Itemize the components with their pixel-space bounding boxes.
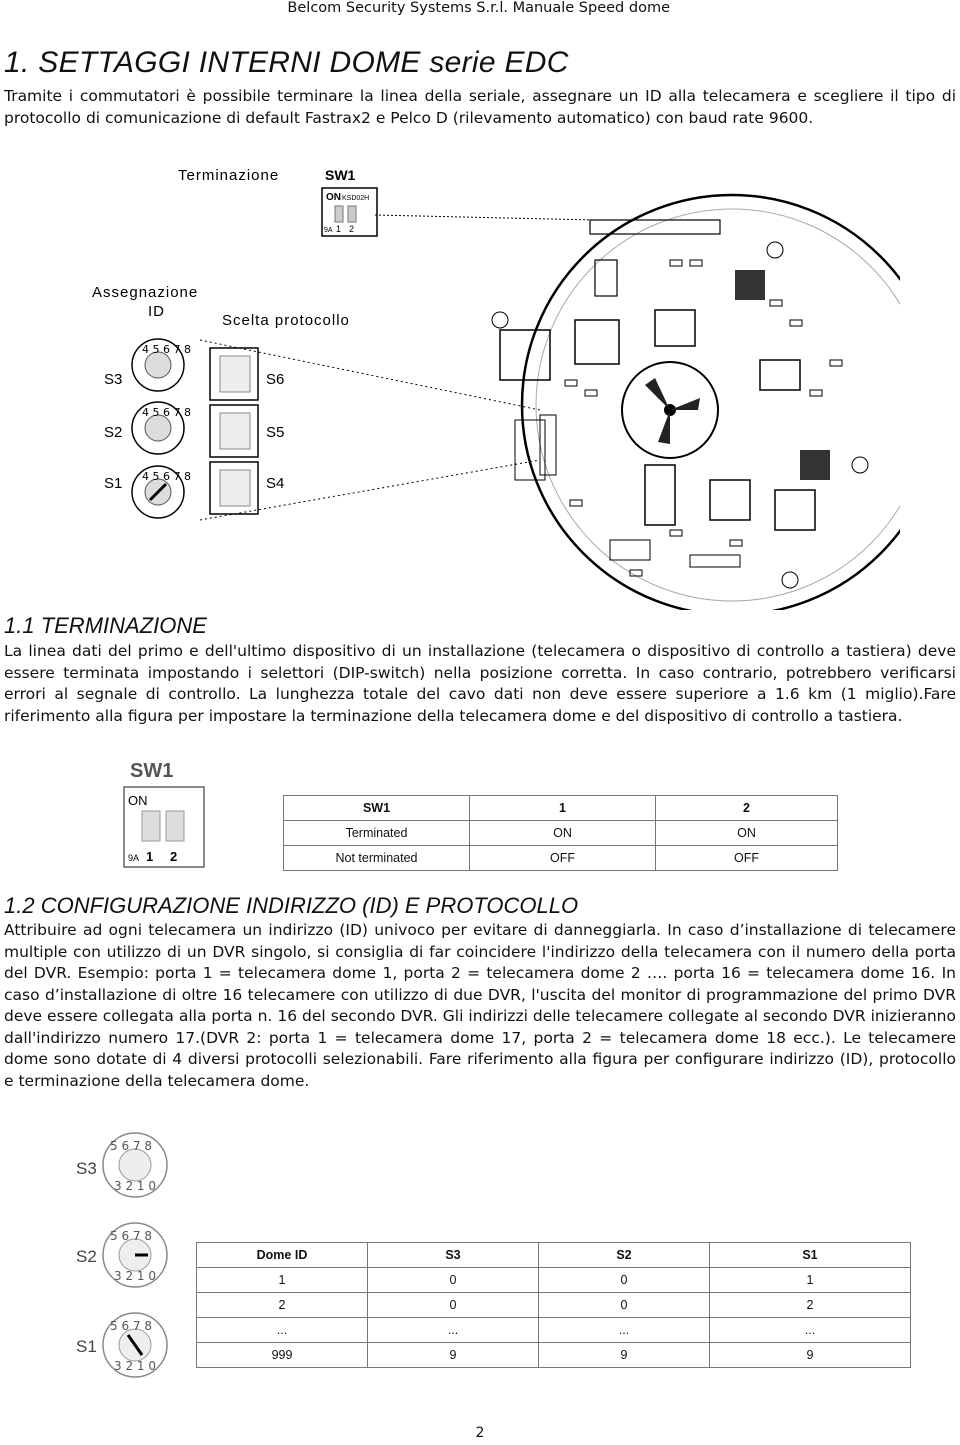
table-row: Terminated ON ON [284,821,838,846]
svg-text:1: 1 [146,849,154,864]
section-title-1-2: 1.2 CONFIGURAZIONE INDIRIZZO (ID) E PROTOCOLLO [4,893,579,918]
section-title-1-1: 1.1 TERMINAZIONE [4,613,207,638]
dip-s6 [210,348,258,400]
table-row: 2 0 0 2 [197,1293,911,1318]
svg-text:3 2 1 0: 3 2 1 0 [114,1359,156,1373]
termination-paragraph: La linea dati del primo e dell'ultimo dispositivo di un installazione (telecamera o dispositivo di controllo a tastiera) deve essere terminata impostando i selettori (DIP-switch) nella posizione corretta. In caso contrario, potrebbero verificarsi errori al segnale di controllo. La lunghezza totale del cavo dati non deve essere superiore a 1.6 km (1 miglio).Fare riferimento alla figura per impostare la terminazione della telecamera dome e del dispositivo di controllo a tastiera. [4,642,956,725]
dip-slider-1 [142,811,160,841]
id-table [196,1242,911,1368]
svg-text:2: 2 [349,224,355,234]
svg-text:1: 1 [336,224,342,234]
table-row: Not terminated OFF OFF [284,846,838,871]
label-termination: Terminazione [178,167,280,184]
svg-text:3 2 1 0: 3 2 1 0 [114,1179,156,1193]
svg-text:S2: S2 [76,1247,97,1266]
svg-text:2: 2 [170,849,178,864]
svg-text:S5: S5 [266,424,285,441]
board-figure [70,160,900,610]
sw1-figure [120,755,210,870]
svg-text:S2: S2 [104,424,123,441]
label-protocol: Scelta protocollo [222,312,350,329]
svg-text:4 5 6 7 8: 4 5 6 7 8 [142,470,191,483]
table-row: 1 0 0 1 [197,1268,911,1293]
svg-text:ON: ON [128,793,148,808]
svg-text:S4: S4 [266,475,285,492]
page-header: Belcom Security Systems S.r.l. Manuale Speed dome [287,0,670,16]
label-assign: Assegnazione [92,284,199,301]
svg-text:S1: S1 [104,475,123,492]
svg-text:9A: 9A [324,227,333,234]
svg-text:SW1: SW1 [130,760,174,782]
section-title-1: 1. SETTAGGI INTERNI DOME serie EDC [4,46,569,79]
table-row: ... ... ... ... [197,1318,911,1343]
rotary-s1 [132,466,191,518]
svg-text:5 6 7 8: 5 6 7 8 [110,1319,152,1333]
svg-text:S3: S3 [76,1159,97,1178]
label-sw1: SW1 [325,167,356,183]
rotary-s3-large [103,1133,167,1197]
label-assign-id: ID [148,303,165,320]
svg-text:4 5 6 7 8: 4 5 6 7 8 [142,343,191,356]
sw1-table [283,795,838,871]
rotary-s3 [132,339,191,391]
svg-text:5 6 7 8: 5 6 7 8 [110,1229,152,1243]
rotary-s2 [132,402,191,454]
svg-text:KSD02H: KSD02H [342,195,370,202]
rotary-figure [70,1130,180,1390]
svg-text:S1: S1 [76,1337,97,1356]
svg-text:9A: 9A [128,853,140,863]
svg-text:3 2 1 0: 3 2 1 0 [114,1269,156,1283]
svg-text:S3: S3 [104,371,123,388]
page-number: 2 [475,1425,485,1441]
table-header-row: Dome ID S3 S2 S1 [197,1243,911,1268]
dip-s5 [210,405,258,457]
address-paragraph: Attribuire ad ogni telecamera un indirizzo (ID) univoco per evitare di danneggiarla. In caso d’installazione di telecamere multiple con utilizzo di un DVR singolo, si consiglia di far coincidere l'indirizzo della telecamera con il numero della porta del DVR. Esempio: porta 1 = telecamera dome 1, porta 2 = telecamera dome 2 …. porta 16 = telecamera dome 16. In caso d’installazione di oltre 16 telecamere con utilizzo di due DVR, l'uscita del monitor di programmazione del primo DVR deve essere collegata alla porta n. 16 del secondo DVR. Gli indirizzi delle telecamere collegate al secondo DVR inizieranno dall'indirizzo numero 17.(DVR 2: porta 1 = telecamera dome 17, porta 2 = telecamera dome 18 ecc.). Le telecamere dome sono dotate di 4 diversi protocolli selezionabili. Fare riferimento alla figura per configurare indirizzo (ID), protocollo e terminazione della telecamera dome. [4,921,956,1090]
rotary-s1-large [103,1313,167,1377]
svg-text:ON: ON [326,192,341,203]
table-header-row: SW1 1 2 [284,796,838,821]
svg-text:5 6 7 8: 5 6 7 8 [110,1139,152,1153]
dip-slider-2 [166,811,184,841]
intro-paragraph: Tramite i commutatori è possibile terminare la linea della seriale, assegnare un ID alla telecamera e scegliere il tipo di protocollo di comunicazione di default Fastrax2 e Pelco D (rilevamento automatico) con baud rate 9600. [4,87,956,127]
svg-text:S6: S6 [266,371,285,388]
table-row: 999 9 9 9 [197,1343,911,1368]
rotary-s2-large [103,1223,167,1287]
svg-text:4 5 6 7 8: 4 5 6 7 8 [142,406,191,419]
dip-s4 [210,462,258,514]
